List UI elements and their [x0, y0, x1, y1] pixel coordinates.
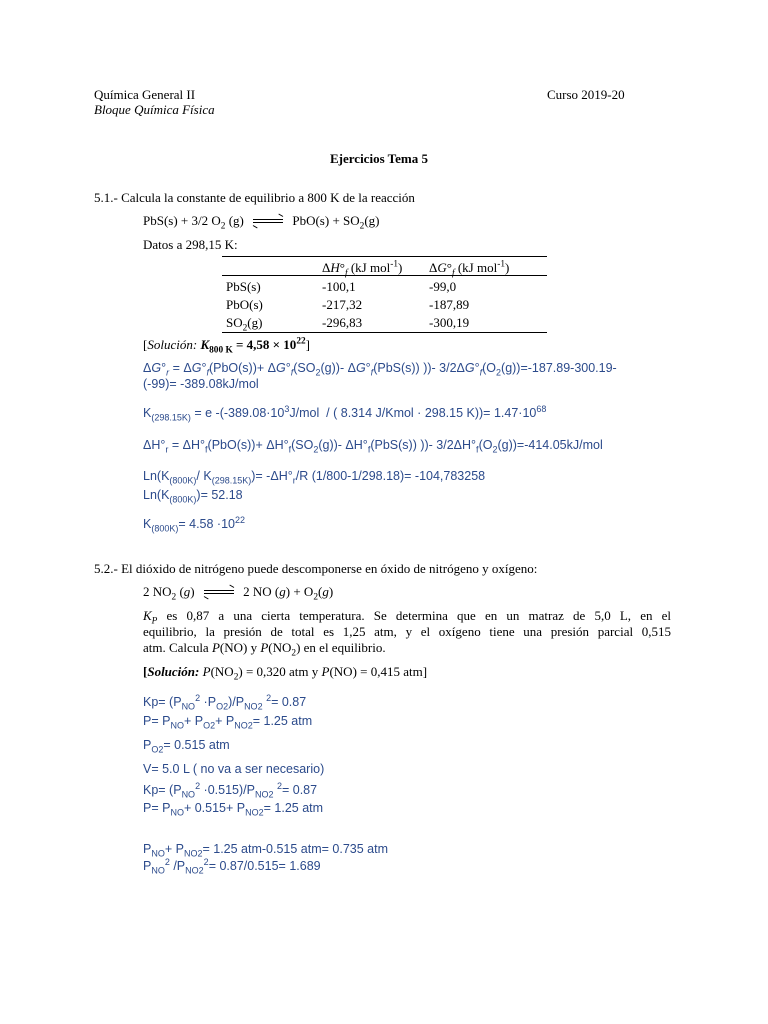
work-line-k298: $K_{(298.15K)} = e$ $-(-389.08\cdot 10^3J$/mol / ( 8.314 J/Kmol · 298.15 $K))= 1.47\cdot 10^{68}$ — [143, 403, 547, 423]
work2-line-ratio: $P_{NO}^2$ $/P_{NO2}^2= 0.87/0.515= 1.689$ — [143, 856, 321, 876]
work-line-vanthoff: $Ln(K_{(800K)}/$ $K_{(298.15K)})= -\Delta H^\circ_r/R$ (1/800-1/298.18)= -104,783258 — [143, 469, 486, 486]
exercise-1-reaction: PbS(s) + 3/2 $O_2$ (g) $PbO(s) + SO_2(g)$ — [143, 213, 380, 232]
exercise-2-solution: [Solución: $P(NO_2) = 0,320$ atm y P(NO) = 0,415 atm] — [143, 664, 428, 683]
block-name: Bloque Química Física — [94, 102, 215, 117]
so2-cell: $SO_2(g)$ — [226, 315, 263, 334]
exercise-1-data-label: Datos a 298,15 K: — [143, 237, 238, 252]
course-year: Curso 2019-20 — [547, 87, 625, 102]
exercise-2-statement: 5.2.- El dióxido de nitrógeno puede descomponerse en óxido de nitrógeno y oxígeno: — [94, 561, 538, 576]
course-name: Química General II — [94, 87, 196, 102]
work-line-dh: $\Delta H^\circ_r = \Delta H^\circ_f(PbO(s))+ \Delta H^\circ_f(SO_2(g))-$ $\Delta H^\circ_f(PbS(s))$ ))- $3/2\Delta H^\circ_f(O_2(g))=-414.05kJ$/mol — [143, 438, 603, 455]
work2-line-volume: V= 5.0 L ( no va a ser necesario) — [143, 762, 325, 776]
work-line-dg: $\Delta G^\circ_r = \Delta G^\circ_f(PbO(s))+ \Delta G^\circ_f(SO_2(g))-$ $\Delta G^\circ_f(PbS(s))$ ))- $3/2\Delta G^\circ_f(O_2(g))=-187.89-300.19-$ — [143, 361, 617, 378]
work2-line-sum: $P_{NO}+ P_{NO2}= 1.25$ atm-0.515 atm= 0.735 atm — [143, 842, 389, 859]
equilibrium-arrow-icon — [204, 587, 234, 597]
table-row: $SO_2(g)$ -296,83 -300,19 — [226, 315, 470, 334]
header-dg: $\Delta G^\circ_f$ (kJ mol$^{-1}$) — [429, 259, 510, 279]
work-line-k800: $K_{(800K)}= 4.58 \cdot 10^{22}$ — [143, 514, 246, 534]
work2-line-ptotal-sub: $P= P_{NO}+ 0.515+ P_{NO2}= 1.25$ atm — [143, 801, 324, 818]
work2-line-po2: $P_{O2}= 0.515$ atm — [143, 738, 230, 755]
work2-line-kp-sub: $Kp= (P_{NO}^2 \cdot 0.515)/P_{NO2}$ $^2$= 0.87 — [143, 780, 318, 800]
table-row: PbO(s) -217,32 -187,89 — [226, 297, 470, 312]
work-line-lnk800: $Ln(K_{(800K)})= 52.18$ — [143, 488, 243, 505]
work2-line-kp: $Kp= (P_{NO}^2 \cdot P_{O2})/P_{NO2}$ $^2$= 0.87 — [143, 692, 307, 712]
exercise-2-para-2: equilibrio, la presión de total es 1,25 atm, y el oxígeno tiene una presión parcial 0,515 — [143, 624, 671, 639]
equilibrium-arrow-icon — [253, 216, 283, 226]
table-row: PbS(s) -100,1 -99,0 — [226, 279, 457, 294]
exercise-1-solution: [Solución: $K_{800 K} = 4,58 \times 10^{22}$] — [143, 336, 310, 356]
exercise-2-para-3: atm. Calcula P(NO) y $P(NO_2)$ en el equilibrio. — [143, 640, 386, 659]
exercise-1-statement: 5.1.- Calcula la constante de equilibrio a 800 K de la reacción — [94, 190, 415, 205]
table-header-row — [222, 257, 547, 279]
work-line-dg-result: (-99)= -389.08kJ/mol — [143, 377, 259, 391]
thermo-data-table — [222, 256, 547, 333]
header-dh: $\Delta H^\circ_f$ (kJ mol$^{-1}$) — [322, 259, 403, 279]
page-title: Ejercicios Tema 5 — [330, 151, 428, 166]
exercise-2-para-1: $K_P$ es 0,87 a una cierta temperatura. Se determina que en un matraz de 5,0 L, en el — [143, 608, 671, 627]
exercise-2-reaction: 2 $NO_2$ (g) 2 NO $(g) + O_2(g)$ — [143, 584, 334, 603]
work2-line-ptotal: $P= P_{NO}+ P_{O2}+ P_{NO2}= 1.25$ atm — [143, 714, 313, 731]
